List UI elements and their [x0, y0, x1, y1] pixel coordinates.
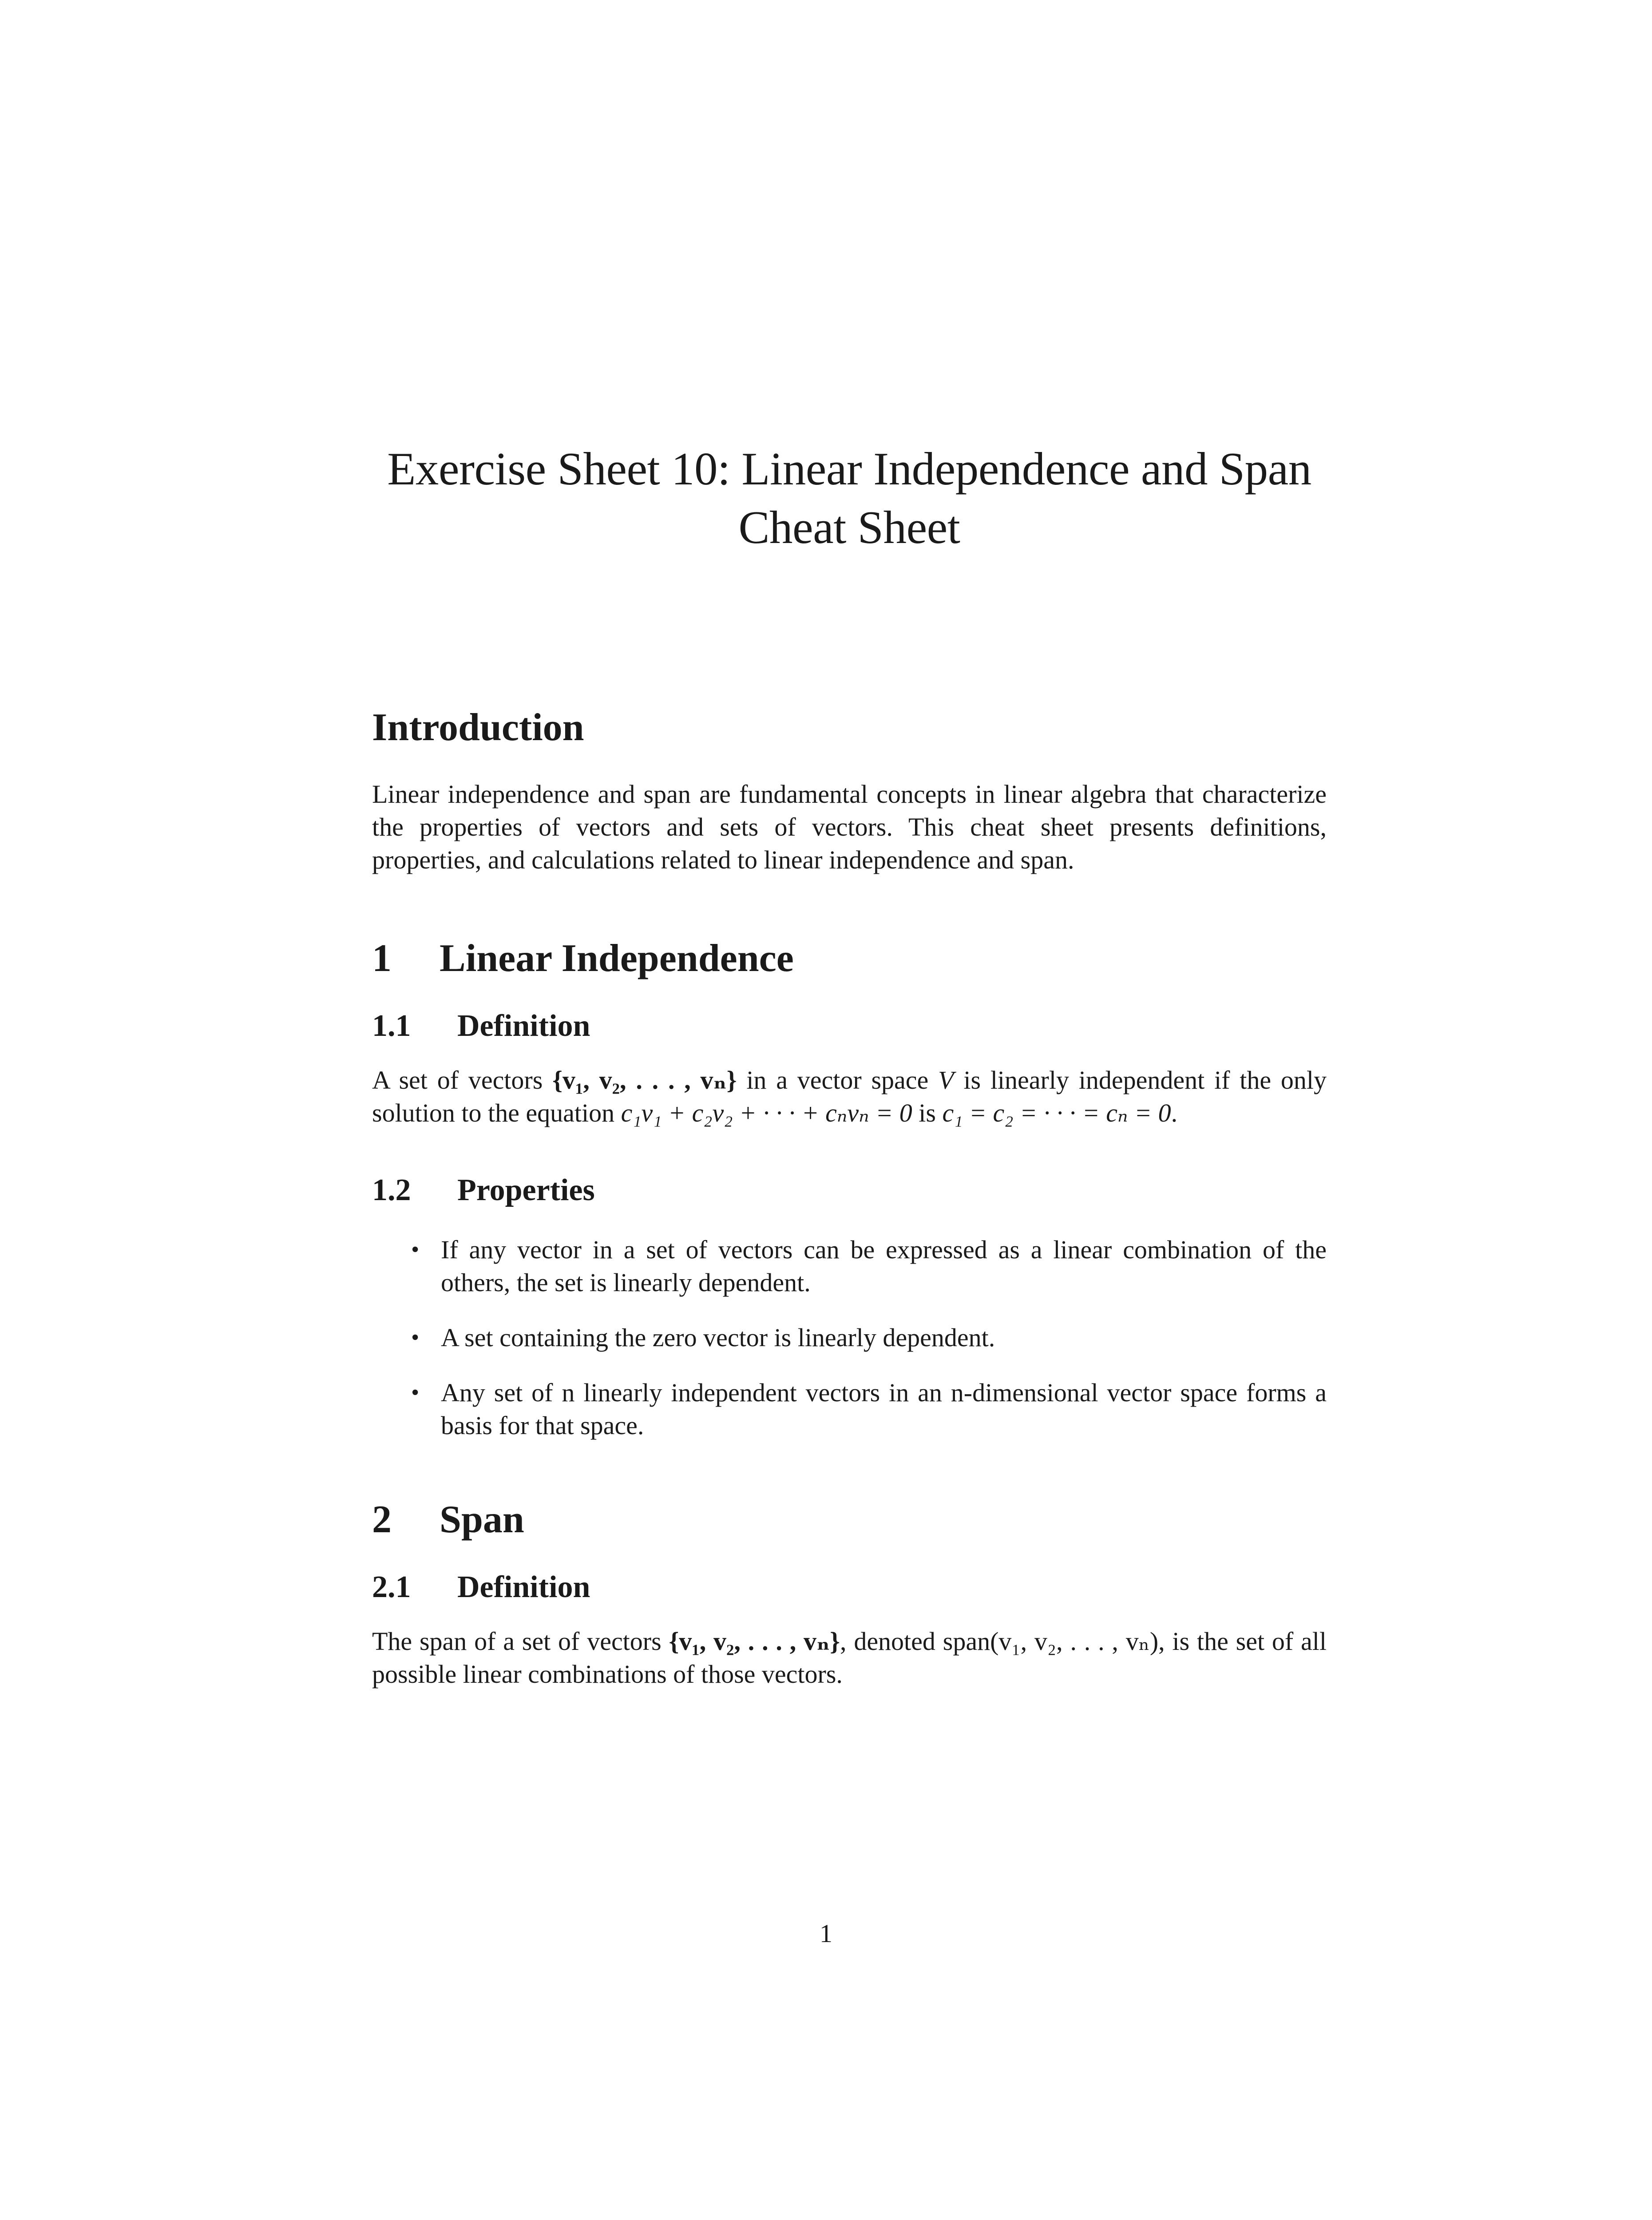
section-1-heading — [372, 934, 1327, 983]
property-text: If any vector in a set of vectors can be expressed as a linear combination of the others, the set is linearly dependent. — [441, 1235, 1327, 1297]
property-text: A set containing the zero vector is linearly dependent. — [441, 1323, 995, 1352]
bullet-icon: • — [411, 1325, 420, 1350]
section-2-heading — [372, 1495, 1327, 1544]
def2-text-b: , denoted — [840, 1627, 943, 1656]
def1-text-d: is — [912, 1098, 943, 1127]
introduction-heading: Introduction — [372, 706, 584, 749]
subsection-1-1-number: 1.1 — [372, 1009, 411, 1043]
def1-text-a: A set of vectors — [372, 1066, 553, 1094]
document-title — [372, 440, 1327, 557]
def2-text-c: , is the set of all possible linear combinations of those vectors. — [372, 1627, 1327, 1689]
linear-independence-definition — [372, 1064, 1327, 1130]
subsection-2-1-title: Definition — [457, 1570, 590, 1604]
def1-text-b: in a vector space — [737, 1066, 939, 1094]
subsection-1-2-heading — [372, 1170, 1327, 1210]
introduction-paragraph: Linear independence and span are fundamental concepts in linear algebra that characterize the properties of vectors and sets of vectors. This cheat sheet presents definitions, properties, and calculations related to linear independence and span. — [372, 780, 1327, 874]
section-2-title: Span — [440, 1498, 524, 1541]
property-text: Any set of n linearly independent vectors in an n-dimensional vector space forms a basis for that space. — [441, 1378, 1327, 1440]
list-item — [372, 1321, 1327, 1354]
properties-list — [372, 1233, 1327, 1442]
title-line-1: Exercise Sheet 10: Linear Independence and Span — [387, 443, 1311, 495]
section-2-number: 2 — [372, 1498, 392, 1541]
section-1-title: Linear Independence — [440, 937, 794, 980]
subsection-1-2-title: Properties — [457, 1173, 595, 1207]
page-content — [372, 440, 1327, 1691]
def1-equation: c₁v₁ + c₂v₂ + · · · + cₙvₙ = 0 — [621, 1098, 912, 1127]
def2-span-notation: span(v₁, v₂, . . . , vₙ) — [943, 1627, 1159, 1656]
def2-text-a: The span of a set of vectors — [372, 1627, 669, 1656]
def1-vector-set: {v₁, v₂, . . . , vₙ} — [552, 1066, 737, 1094]
subsection-1-1-title: Definition — [457, 1009, 590, 1043]
def1-vector-space: V — [938, 1066, 954, 1094]
title-line-2: Cheat Sheet — [738, 501, 960, 553]
page-number: 1 — [820, 1919, 832, 1948]
list-item — [372, 1376, 1327, 1442]
def2-vector-set: {v₁, v₂, . . . , vₙ} — [669, 1627, 840, 1656]
subsection-2-1-number: 2.1 — [372, 1570, 411, 1604]
bullet-icon: • — [411, 1237, 420, 1262]
bullet-icon: • — [411, 1380, 420, 1405]
section-1-number: 1 — [372, 937, 392, 980]
subsection-1-2-number: 1.2 — [372, 1173, 411, 1207]
list-item — [372, 1233, 1327, 1299]
subsection-2-1-heading — [372, 1567, 1327, 1607]
span-definition — [372, 1625, 1327, 1691]
def1-text-c: is linearly independent if the only solution to the equation — [372, 1066, 1327, 1127]
subsection-1-1-heading — [372, 1006, 1327, 1046]
def1-text-e: . — [1171, 1098, 1178, 1127]
def1-solution: c₁ = c₂ = · · · = cₙ = 0 — [942, 1098, 1171, 1127]
